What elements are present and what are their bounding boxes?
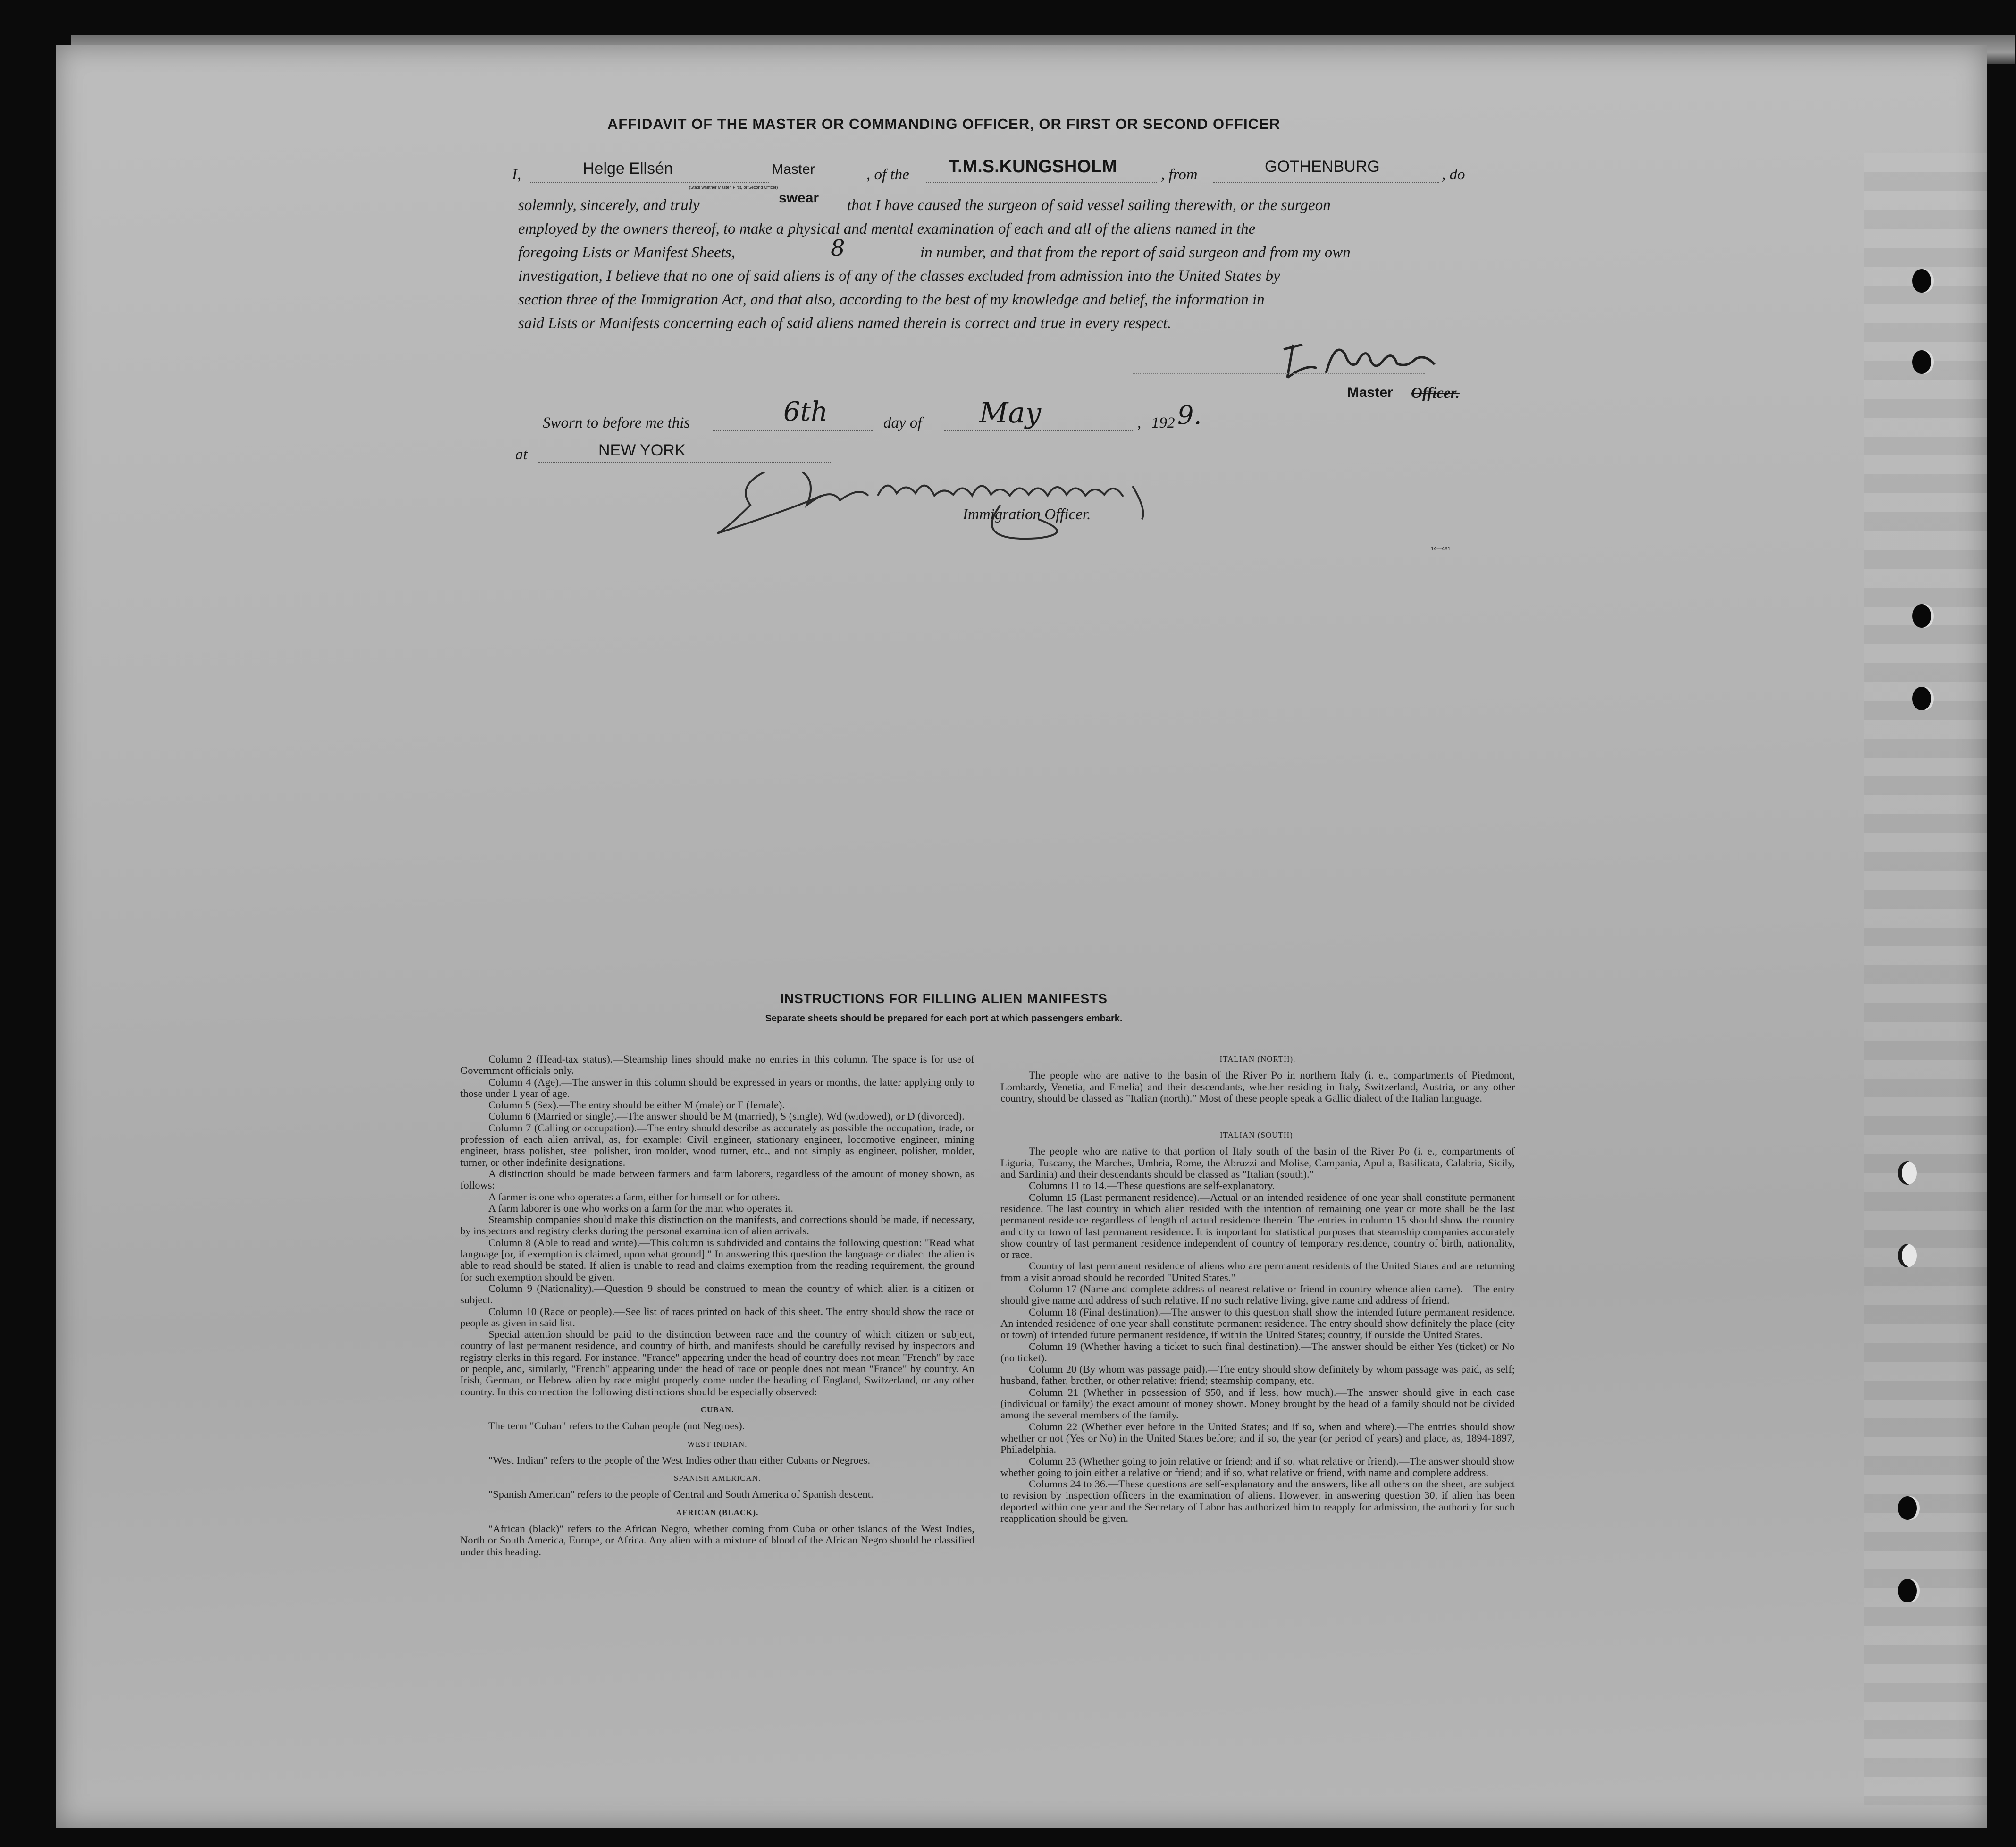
instruction-paragraph: Column 4 (Age).—The answer in this column should be expressed in years or months, the latter applying only to those under 1 year of age. bbox=[460, 1076, 974, 1099]
instruction-paragraph: Column 7 (Calling or occupation).—The entry should describe as accurately as possible the occupation, trade, or profession of each alien arrival, as, for example: Civil engineer, stationary engineer, locomotive engineer, mining engineer, brass polisher, steel polisher, iron molder, wood turner, etc., and not simply as engineer, polisher, molder, turner, or other indefinite designations. bbox=[460, 1122, 974, 1168]
affidavit-line-6: section three of the Immigration Act, and that also, according to the best of my knowledge and belief, the information in bbox=[518, 291, 1265, 308]
year-digit: 9. bbox=[1177, 400, 1202, 430]
binder-hole bbox=[1898, 1496, 1917, 1520]
section-heading-spanish-american: SPANISH AMERICAN. bbox=[673, 1474, 761, 1483]
instructions-subtitle: Separate sheets should be prepared for each port at which passengers embark. bbox=[765, 1013, 1123, 1024]
from-text: , from bbox=[1161, 166, 1198, 183]
vessel-name: T.M.S.KUNGSHOLM bbox=[949, 157, 1117, 177]
affidavit-title: AFFIDAVIT OF THE MASTER OR COMMANDING OFFICER, OR FIRST OR SECOND OFFICER bbox=[607, 116, 1281, 132]
master-signature bbox=[1274, 335, 1453, 389]
binder-hole bbox=[1912, 687, 1931, 710]
officer-title: Immigration Officer. bbox=[963, 506, 1091, 523]
sheet-count: 8 bbox=[831, 235, 845, 261]
instruction-paragraph: Column 17 (Name and complete address of nearest relative or friend in country whence alien came).—The entry should give name and address of such relative. If no such relative living, give name and address of friend. bbox=[1000, 1283, 1515, 1307]
instruction-paragraph: Column 23 (Whether going to join relative or friend; and if so, what relative or friend).—The answer should show whether going to join either a relative or friend; and if so, what relative or friend, with name and complete address. bbox=[1000, 1455, 1515, 1478]
affidavit-i: I, bbox=[512, 166, 521, 183]
instruction-paragraph: The people who are native to the basin of the River Po in northern Italy (i. e., compartments of Piedmont, Lombardy, Venetia, and Emelia) and their descendants, whether residing in Italy, Switzerland, Austria, or any other country, should be classed as "Italian (north)." Most of these people speak a Gallic dialect of the Italian language. bbox=[1000, 1069, 1515, 1104]
master-name: Helge Ellsén bbox=[583, 160, 673, 177]
manifest-page bbox=[56, 45, 1987, 1828]
instruction-paragraph: Column 22 (Whether ever before in the United States; and if so, when and where).—The entries should show whether or not (Yes or No) in the United States before; and if so, the year (or period of years) and place, as, 1894-1897, Philadelphia. bbox=[1000, 1420, 1515, 1456]
sworn-text: Sworn to before me this bbox=[543, 414, 690, 431]
of-the-text: , of the bbox=[866, 166, 909, 183]
sworn-place: NEW YORK bbox=[598, 441, 686, 459]
instruction-paragraph: Column 15 (Last permanent residence).—Actual or an intended residence of one year shall constitute permanent residence. The last country in which alien resided with the intention of remaining one year or more shall be the last permanent residence regardless of length of actual residence therein. The entries in column 15 should show the country and city or town of last permanent residence. It is important for statistical purposes that steamship companies accurately show country of last permanent residence independent of country of temporary residence, country of birth, nationality, or race. bbox=[1000, 1191, 1515, 1261]
section-heading-african: AFRICAN (BLACK). bbox=[676, 1508, 759, 1517]
instructions-title: INSTRUCTIONS FOR FILLING ALIEN MANIFESTS bbox=[780, 991, 1108, 1006]
instruction-paragraph: Column 6 (Married or single).—The answer should be M (married), S (single), Wd (widowed), or D (divorced). bbox=[488, 1110, 965, 1122]
instruction-paragraph: Column 8 (Able to read and write).—This column is subdivided and contains the following question: "Read what language [or, if exemption is claimed, upon what ground]." In answering this question the language or dialect the alien is able to read should be stated. If alien is unable to read and claims exemption from the reading requirement, the ground for such exemption should be given. bbox=[460, 1236, 974, 1283]
binder-hole bbox=[1912, 269, 1931, 293]
instruction-paragraph: A distinction should be made between farmers and farm laborers, regardless of the amount of money shown, as follows: bbox=[460, 1167, 974, 1191]
do-text: , do bbox=[1442, 166, 1465, 183]
sworn-comma: , bbox=[1137, 414, 1142, 431]
instruction-paragraph: Column 9 (Nationality).—Question 9 should be construed to mean the country of which alien is a citizen or subject. bbox=[460, 1282, 974, 1306]
at-text: at bbox=[515, 446, 528, 463]
instruction-paragraph: Columns 24 to 36.—These questions are self-explanatory and the answers, like all others on the sheet, are subject to revision by inspection officers in the examination of aliens. However, in answering question 30, if alien has been deported within one year and the Secretary of Labor has authorized him to reapply for admission, the authority for such reapplication should be given. bbox=[1000, 1478, 1515, 1524]
instruction-paragraph: A farmer is one who operates a farm, either for himself or for others. bbox=[488, 1190, 780, 1203]
binder-hole bbox=[1912, 350, 1931, 374]
instruction-paragraph: Column 18 (Final destination).—The answer to this question shall show the intended future permanent residence. An intended residence of one year shall constitute permanent residence. The entry should show definitely the place (city or town) of intended future permanent residence, if within the United States; country, if outside the United States. bbox=[1000, 1306, 1515, 1341]
affidavit-line-4b: in number, and that from the report of said surgeon and from my own bbox=[920, 244, 1351, 261]
instructions-right-column bbox=[1000, 1054, 1515, 1524]
instruction-paragraph: Special attention should be paid to the distinction between race and the country of which citizen or subject, country of last permanent residence, and country of birth, and manifests should be carefully revised by inspectors and registry clerks in this regard. For instance, "France" appearing under the head of country does not mean "French" by race or people, and, similarly, "French" appearing under the head of race or people does not mean "France" by country. An Irish, German, or Hebrew alien by race might properly come under the heading of England, Switzerland, or any other country. In this connection the following distinctions should be especially observed: bbox=[460, 1328, 974, 1398]
signer-title-struck: Officer. bbox=[1411, 385, 1460, 402]
affidavit-line-4a: foregoing Lists or Manifest Sheets, bbox=[518, 244, 735, 261]
binder-hole bbox=[1898, 1244, 1917, 1267]
master-rank: Master bbox=[772, 161, 815, 177]
instruction-paragraph: The term "Cuban" refers to the Cuban people (not Negroes). bbox=[488, 1420, 745, 1432]
instruction-paragraph: Column 19 (Whether having a ticket to such final destination).—The answer should be either Yes (ticket) or No (no ticket). bbox=[1000, 1340, 1515, 1364]
instructions-left-column bbox=[460, 1054, 974, 1558]
section-heading-italian-south: ITALIAN (SOUTH). bbox=[1219, 1130, 1296, 1140]
solemnly-text: solemnly, sincerely, and truly bbox=[518, 197, 700, 214]
instruction-paragraph: "West Indian" refers to the people of the West Indies other than either Cubans or Negroes. bbox=[488, 1454, 871, 1466]
oath-word: swear bbox=[779, 190, 819, 206]
rank-note: (State whether Master, First, or Second Officer) bbox=[689, 185, 778, 190]
day-of-text: day of bbox=[883, 414, 922, 431]
instruction-paragraph: Column 5 (Sex).—The entry should be either M (male) or F (female). bbox=[488, 1099, 785, 1111]
year-prefix: 192 bbox=[1151, 414, 1175, 431]
section-heading-italian-north: ITALIAN (NORTH). bbox=[1219, 1054, 1296, 1063]
instruction-paragraph: Steamship companies should make this distinction on the manifests, and corrections should be made, if necessary, by inspectors and registry clerks during the personal examination of alien arrivals. bbox=[460, 1214, 974, 1237]
instruction-paragraph: The people who are native to that portion of Italy south of the basin of the River Po (i. e., compartments of Liguria, Tuscany, the Marches, Umbria, Rome, the Abruzzi and Molise, Campania, Apulia, Basilicata, Calabria, Sicily, and Sardinia) and their descendants should be classed as "Italian (south)." bbox=[1000, 1145, 1515, 1181]
instruction-paragraph: Column 21 (Whether in possession of $50, and if less, how much).—The answer should give in each case (individual or family) the exact amount of money shown. Money brought by the head of a family should not be divided among the several members of the family. bbox=[1000, 1386, 1515, 1421]
bleed-through-shadow bbox=[1864, 153, 1987, 1805]
instruction-paragraph: "Spanish American" refers to the people of Central and South America of Spanish descent. bbox=[488, 1488, 874, 1501]
sworn-month: May bbox=[979, 396, 1042, 430]
affidavit-line-2: that I have caused the surgeon of said vessel sailing therewith, or the surgeon bbox=[847, 197, 1331, 214]
instruction-paragraph: Column 10 (Race or people).—See list of races printed on back of this sheet. The entry should show the race or people as given in said list. bbox=[460, 1305, 974, 1329]
instruction-paragraph: "African (black)" refers to the African Negro, whether coming from Cuba or other islands of the West Indies, North or South America, Europe, or Africa. Any alien with a mixture of blood of the African Negro should be classified under this heading. bbox=[460, 1522, 974, 1558]
affidavit-line-3: employed by the owners thereof, to make a physical and mental examination of each and all of the aliens named in the bbox=[518, 220, 1256, 237]
officer-signature bbox=[708, 467, 1180, 559]
binder-hole bbox=[1912, 604, 1931, 628]
instruction-paragraph: A farm laborer is one who works on a farm for the man who operates it. bbox=[488, 1202, 794, 1214]
instruction-paragraph: Country of last permanent residence of aliens who are permanent residents of the United States and are returning from a visit abroad should be recorded "United States." bbox=[1000, 1260, 1515, 1283]
instruction-paragraph: Column 20 (By whom was passage paid).—The entry should show definitely by whom passage was paid, as self; husband, father, brother, or other relative; friend; steamship company, etc. bbox=[1000, 1363, 1515, 1387]
binder-hole bbox=[1898, 1579, 1917, 1602]
binder-hole bbox=[1898, 1161, 1917, 1185]
sworn-day: 6th bbox=[783, 396, 828, 427]
signer-title: Master bbox=[1347, 385, 1393, 400]
form-number: 14—481 bbox=[1431, 546, 1451, 552]
affidavit-line-5: investigation, I believe that no one of said aliens is of any of the classes excluded from admission into the United States by bbox=[518, 268, 1280, 285]
section-heading-cuban: CUBAN. bbox=[700, 1405, 734, 1414]
instruction-paragraph: Column 2 (Head-tax status).—Steamship lines should make no entries in this column. The space is for use of Government officials only. bbox=[460, 1053, 974, 1077]
instruction-paragraph: Columns 11 to 14.—These questions are self-explanatory. bbox=[1029, 1180, 1275, 1192]
affidavit-line-7: said Lists or Manifests concerning each of said aliens named therein is correct and true in every respect. bbox=[518, 315, 1171, 332]
departure-port: GOTHENBURG bbox=[1265, 158, 1380, 176]
section-heading-west-indian: WEST INDIAN. bbox=[687, 1439, 748, 1449]
